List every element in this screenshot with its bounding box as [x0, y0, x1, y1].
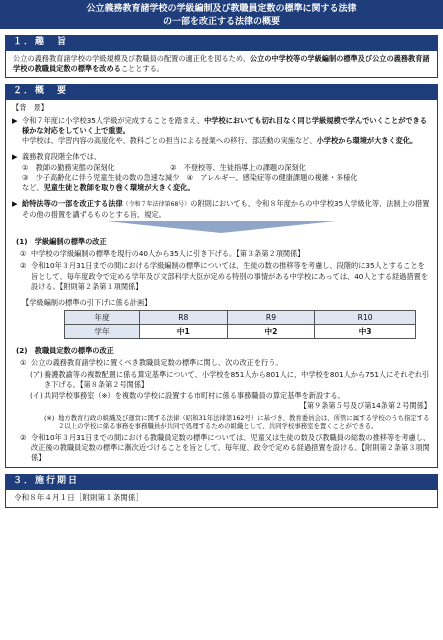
part2-sub-b-text: 共同学校事務室（※）を複数の学校に設置する市町村に係る事務職員の算定基準を新設する。	[44, 391, 345, 401]
part1-item-2-text: 令和10年３月31日までの間における学級編制の標準については、生徒の数の推移等を考慮し、段階的に35人とすることを旨として、毎年度政令で定める学年及び文部科学大臣が定める特別の事情がある中学校にあっては、40人とする経過措置を設ける。【附則第２条第１項関係】	[31, 261, 429, 291]
plan-table-header-row	[65, 311, 416, 325]
background-point-2-line-1	[6, 163, 437, 173]
plan-table-grade-row	[65, 325, 416, 339]
background-point-2	[6, 152, 437, 162]
background-point-1-cont	[6, 136, 437, 146]
plan-table-year-label: 年度	[65, 311, 140, 325]
part1-item-1-text: 中学校の学級編制の標準を現行の40人から35人に引き下げる。【第３条第２項関係】	[31, 249, 305, 259]
background-point-2-line-3	[6, 183, 437, 193]
triangle-bullet-icon: ▶	[12, 199, 18, 209]
part2-item-1-text: 公立の義務教育諸学校に置くべき教職員定数の標準に関し、次の改正を行う。	[31, 358, 283, 368]
plan-table	[64, 310, 416, 339]
sub-marker: (イ)	[30, 391, 43, 401]
plan-table-grade: 中1	[140, 325, 228, 339]
section-header-enforcement: ３．施行期日	[5, 474, 438, 489]
plan-table-grade: 中3	[315, 325, 416, 339]
part1-item-1	[6, 249, 437, 259]
down-arrow-icon	[6, 220, 437, 234]
section-header-purpose: １．趣 旨	[5, 35, 438, 50]
circled-number: ②	[20, 432, 27, 442]
plan-table-year: R8	[140, 311, 228, 325]
part2-sub-a	[6, 370, 437, 390]
bg2-text-bold: 児童生徒と教師を取り巻く環境が大きく変化。	[43, 182, 195, 192]
circled-number: ①	[20, 358, 27, 368]
part2-heading: (2) 教職員定数の標準の改正	[16, 346, 114, 356]
sub-marker: (ア)	[30, 369, 43, 379]
bg2-head: 義務教育段階全体では、	[22, 152, 102, 162]
plan-table-caption: 【学級編制の標準の引下げに係る計画】	[22, 298, 152, 308]
bg3-law-ref: （令和７年法律第68号）	[122, 201, 191, 209]
bg3-text-bold: 給特法等の一部を改正する法律	[22, 199, 123, 209]
plan-table-grade-label: 学年	[65, 325, 140, 339]
title-line-2: の一部を改正する法律の概要	[162, 17, 280, 27]
bg1-text-bold: 中学校においても切れ目なく同じ学級規模で学んでいくことができる様かな対応をしていく上で重要。	[22, 115, 427, 135]
purpose-box	[5, 50, 438, 78]
document-title	[0, 0, 443, 29]
part2-item-2	[6, 433, 437, 464]
section-header-outline: ２．概 要	[5, 84, 438, 99]
plan-table-year: R9	[227, 311, 315, 325]
circled-number: ②	[20, 261, 27, 271]
plan-table-grade: 中2	[227, 325, 315, 339]
part2-sub-b	[6, 391, 437, 401]
enforcement-date: 令和８年４月１日［附則第１条関係］	[5, 489, 438, 508]
bg2-item-1: ① 教師の勤務実態の深刻化	[22, 162, 115, 172]
part2-sub-a-text: 養護教諭等の複数配置に係る算定基準について、小学校を851人から801人に、中学校を801人から751人にそれぞれ引き下げる。【第８条第２号関係】	[44, 369, 430, 389]
plan-table-year: R10	[315, 311, 416, 325]
part2-note	[6, 414, 437, 431]
part2-item-1	[6, 358, 437, 368]
outline-box	[5, 99, 438, 468]
bg2-item-2: ② 不登校等、生徒指導上の課題の深刻化	[170, 162, 306, 172]
part1-heading: (1) 学級編制の標準の改正	[16, 236, 107, 246]
bg3-text-b: の附則においても、令和８年度からの中学校35人学級化等、法制上の措置その他の措置を講ずるものとする旨、規定。	[22, 199, 430, 219]
background-point-1	[6, 116, 437, 136]
circled-number: ①	[20, 249, 27, 259]
purpose-text-2: こととする。	[120, 64, 164, 74]
bg1-text-d: 小学校から環境が大きく変化。	[316, 136, 418, 146]
background-point-2-line-2: ③ 少子高齢化に伴う児童生徒の数の急速な減少 ④ アレルギー、感染症等の健康課題の複雑・多様化	[22, 172, 358, 182]
title-line-1: 公立義務教育諸学校の学級編制及び教職員定数の標準に関する法律	[86, 4, 357, 14]
bg1-text-c: 中学校は、学習内容の高度化や、教科ごとの担当による授業への移行、部活動の実施など、	[22, 136, 317, 146]
background-label: 【背 景】	[12, 103, 48, 113]
purpose-text-bold: 公立の中学校等の学級編制の標準及び公立の義務教育諸学校の教職員定数の標準を改める	[13, 54, 430, 74]
part2-item-2-text: 令和10年３月31日までの間における教職員定数の標準については、児童又は生徒の数及び教職員の総数の推移等を考慮し、改正後の教職員定数の標準に漸次近づけることを旨として、毎年度、政令で定める経過措置を設ける。【附則第２条第３項関係】	[31, 432, 431, 463]
note-marker: (※)	[44, 413, 55, 422]
purpose-text-1: 公立の義務教育諸学校の学級規模及び教職員の配置の適正化を図るため、	[13, 54, 250, 63]
triangle-bullet-icon: ▶	[12, 152, 18, 162]
triangle-bullet-icon: ▶	[12, 115, 18, 125]
background-point-3	[6, 199, 437, 220]
part2-note-text: 地方教育行政の組織及び運営に関する法律（昭和31年法律第162号）に基づき、教育委員会は、所管に属する学校のうち指定する２以上の学校に係る事務を事務職員が共同で処理するための組織として、共同学校事務室を置くことができる。	[58, 413, 430, 431]
bg1-text-a: 令和７年度に小学校35人学級が完成することを踏まえ、	[22, 115, 205, 125]
bg2-text-a: など、	[22, 182, 44, 192]
part2-sub-b-ref: 【第９条第５号及び第14条第２号関係】	[299, 401, 431, 411]
part1-item-2	[6, 261, 437, 292]
